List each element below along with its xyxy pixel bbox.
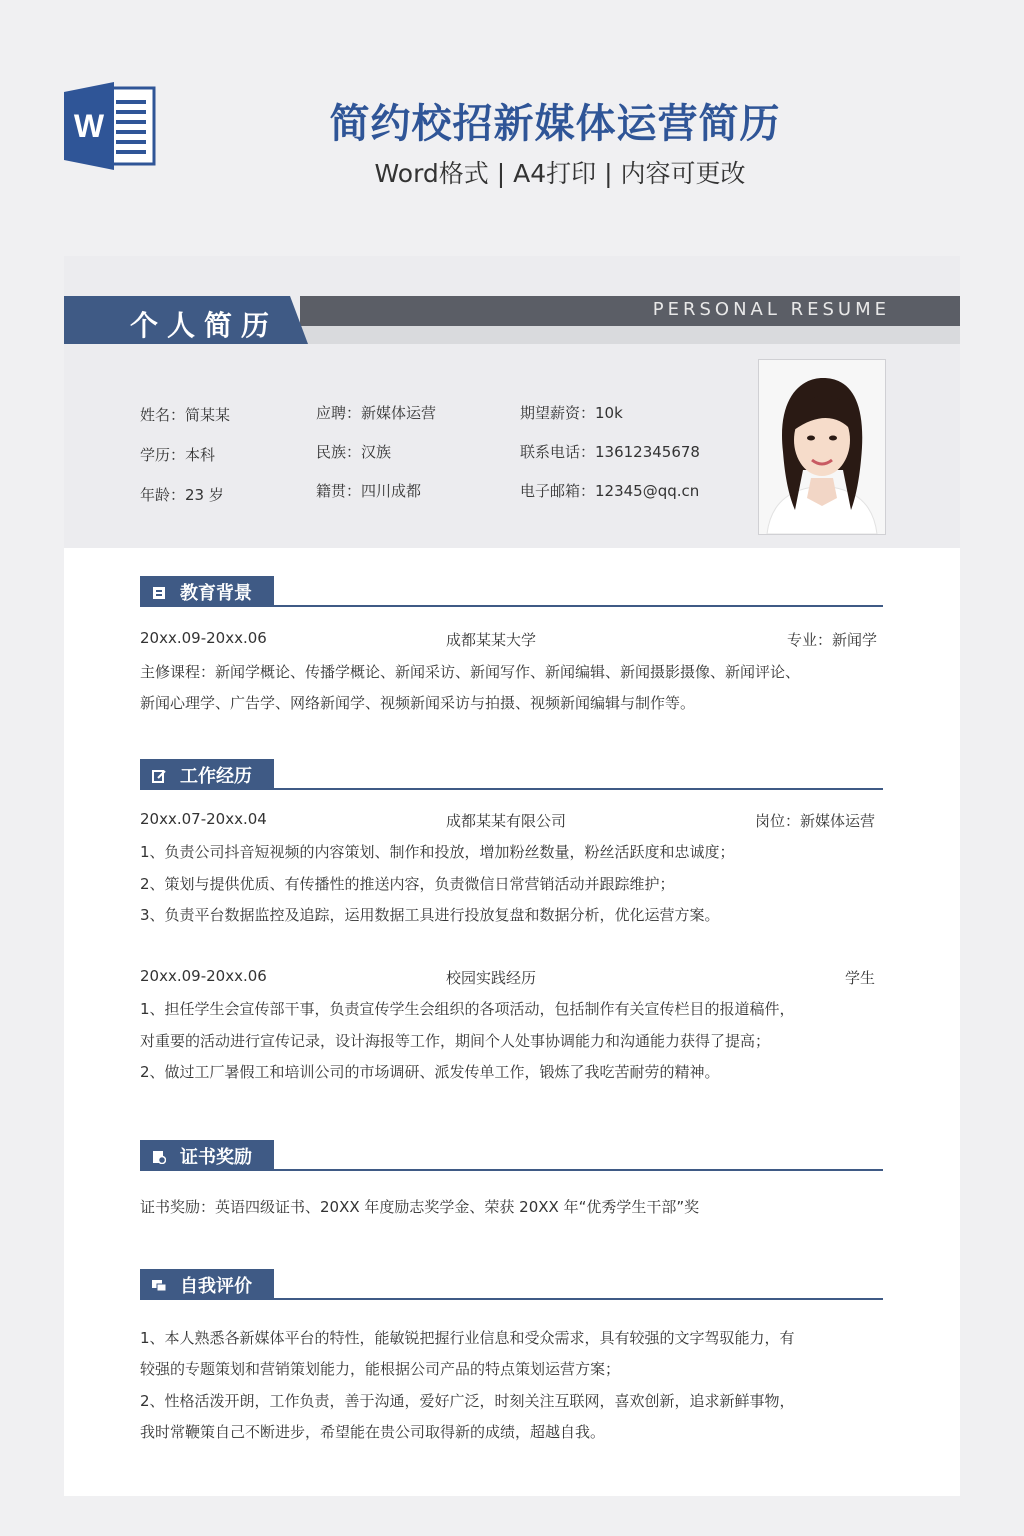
info-position: 应聘：新媒体运营 — [316, 404, 437, 422]
section-awards-header — [140, 1140, 274, 1170]
section-work-header — [140, 759, 274, 789]
info-name: 姓名：简某某 — [140, 406, 231, 424]
section-education-title: 教育背景 — [180, 583, 252, 604]
info-age: 年龄：23 岁 — [140, 486, 224, 504]
work2-period: 20xx.09-20xx.06 — [140, 967, 267, 985]
self-line: 1、本人熟悉各新媒体平台的特性，能敏锐把握行业信息和受众需求，具有较强的文字驾驭能力，有 — [140, 1329, 795, 1347]
book-icon — [152, 584, 166, 598]
section-divider — [140, 605, 883, 607]
avatar — [758, 359, 886, 535]
self-line: 我时常鞭策自己不断进步，希望能在贵公司取得新的成绩，超越自我。 — [140, 1423, 606, 1441]
info-email: 电子邮箱：12345@qq.cn — [520, 482, 700, 500]
certificate-icon — [152, 1148, 166, 1162]
section-education-header — [140, 576, 274, 606]
section-divider — [140, 1298, 883, 1300]
work2-line: 对重要的活动进行宣传记录，设计海报等工作，期间个人处事协调能力和沟通能力获得了提高； — [140, 1032, 771, 1050]
section-divider — [140, 1169, 883, 1171]
work1-period: 20xx.07-20xx.04 — [140, 810, 267, 828]
info-education: 学历：本科 — [140, 446, 216, 464]
banner-title: 个人简历 — [130, 309, 279, 342]
education-line: 新闻心理学、广告学、网络新闻学、视频新闻采访与拍摄、视频新闻编辑与制作等。 — [140, 694, 696, 712]
info-hometown: 籍贯：四川成都 — [316, 482, 422, 500]
education-period: 20xx.09-20xx.06 — [140, 629, 267, 647]
work1-line: 3、负责平台数据监控及追踪，运用数据工具进行投放复盘和数据分析，优化运营方案。 — [140, 906, 720, 924]
work1-company: 成都某某有限公司 — [446, 812, 567, 830]
section-divider — [140, 788, 883, 790]
education-major: 专业：新闻学 — [786, 631, 877, 649]
section-self-title: 自我评价 — [180, 1276, 252, 1297]
work2-line: 1、担任学生会宣传部干事，负责宣传学生会组织的各项活动，包括制作有关宣传栏目的报道稿件， — [140, 1000, 795, 1018]
work2-role: 学生 — [844, 969, 875, 987]
info-phone: 联系电话：13612345678 — [520, 443, 700, 461]
chat-icon — [152, 1277, 166, 1291]
info-salary: 期望薪资：10k — [520, 404, 623, 422]
section-work-title: 工作经历 — [180, 766, 252, 787]
work2-company: 校园实践经历 — [446, 969, 537, 987]
self-line: 较强的专题策划和营销策划能力，能根据公司产品的特点策划运营方案； — [140, 1360, 621, 1378]
work1-line: 2、策划与提供优质、有传播性的推送内容，负责微信日常营销活动并跟踪维护； — [140, 875, 675, 893]
page-subtitle: Word格式 | A4打印 | 内容可更改 — [374, 159, 746, 188]
education-school: 成都某某大学 — [446, 631, 537, 649]
work1-line: 1、负责公司抖音短视频的内容策划、制作和投放，增加粉丝数量，粉丝活跃度和忠诚度； — [140, 843, 735, 861]
svg-text:W: W — [73, 108, 105, 144]
page-title: 简约校招新媒体运营简历 — [329, 101, 781, 147]
banner-english: PERSONAL RESUME — [652, 299, 890, 320]
info-ethnicity: 民族：汉族 — [316, 443, 392, 461]
awards-line: 证书奖励：英语四级证书、20XX 年度励志奖学金、荣获 20XX 年“优秀学生干部”奖 — [140, 1198, 700, 1216]
self-line: 2、性格活泼开朗，工作负责，善于沟通，爱好广泛，时刻关注互联网，喜欢创新，追求新鲜事物， — [140, 1392, 795, 1410]
education-line: 主修课程：新闻学概论、传播学概论、新闻采访、新闻写作、新闻编辑、新闻摄影摄像、新闻评论、 — [140, 663, 801, 681]
work2-line: 2、做过工厂暑假工和培训公司的市场调研、派发传单工作，锻炼了我吃苦耐劳的精神。 — [140, 1063, 720, 1081]
section-self-header — [140, 1269, 274, 1299]
work1-role: 岗位：新媒体运营 — [754, 812, 875, 830]
edit-icon — [152, 767, 166, 781]
section-awards-title: 证书奖励 — [180, 1147, 252, 1168]
banner-light-band — [300, 326, 960, 344]
